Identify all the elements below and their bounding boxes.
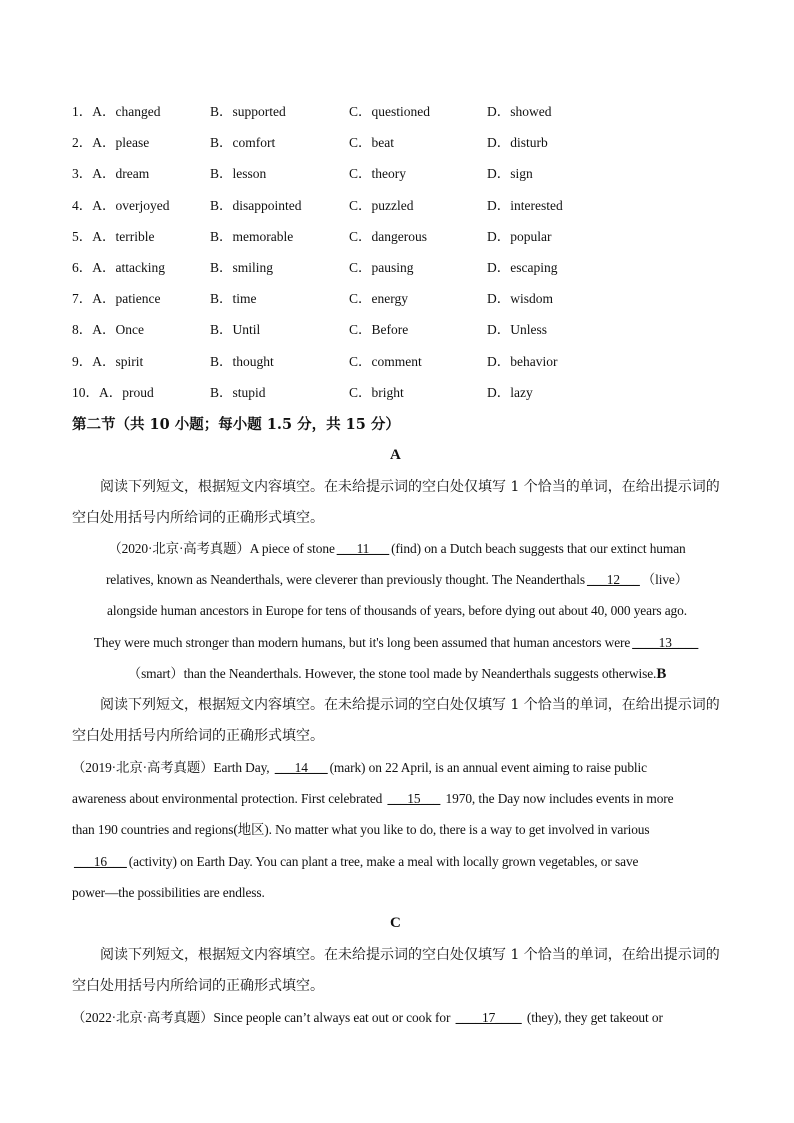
option-c (349, 131, 394, 155)
option-b (210, 287, 257, 311)
option-a (72, 100, 160, 124)
option-text: C．theory (349, 166, 406, 182)
option-row (72, 131, 732, 162)
option-text: C．comment (349, 353, 422, 369)
option-d (487, 350, 557, 374)
option-text: D．lazy (487, 384, 533, 400)
option-text: A．spirit (92, 353, 144, 369)
question-number: 9． (72, 353, 93, 369)
question-number: 3． (72, 166, 93, 182)
option-d (487, 162, 533, 186)
instruction-line-2: 空白处用括号内所给词的正确形式填空。 (72, 510, 324, 526)
option-c (349, 100, 430, 124)
option-d (487, 131, 548, 155)
option-b (210, 225, 293, 249)
option-row (72, 256, 732, 287)
blank-14[interactable]: ___14___ (274, 760, 328, 775)
blank-17[interactable]: ____17____ (455, 1010, 522, 1025)
option-text: B．supported (210, 104, 286, 119)
option-text: B．stupid (210, 384, 266, 400)
instruction-line-1: 阅读下列短文，根据短文内容填空。在未给提示词的空白处仅填写 1 个恰当的单词，在给出提示词的 (100, 947, 720, 963)
option-c (349, 194, 413, 218)
option-a (72, 318, 144, 342)
blank-12[interactable]: ___12___ (587, 572, 640, 588)
option-text: D．escaping (487, 259, 558, 275)
option-b (210, 381, 266, 405)
option-text: B．time (210, 291, 257, 307)
option-d (487, 256, 557, 280)
option-text: A．dream (92, 166, 150, 182)
question-number: 10． (72, 384, 99, 400)
option-row (72, 350, 732, 381)
option-text: D．sign (487, 166, 533, 182)
option-text: B．Until (210, 322, 261, 338)
option-a (72, 194, 169, 218)
option-c (349, 287, 408, 311)
option-row (72, 100, 732, 131)
option-row (72, 162, 732, 193)
part-b-passage (72, 752, 722, 908)
part-b-instructions (72, 690, 722, 752)
option-text: C．bright (349, 384, 404, 400)
option-text: D．Unless (487, 322, 547, 338)
option-text: B．smiling (210, 259, 274, 275)
option-d (487, 225, 552, 249)
passage-line: （smart）than the Neanderthals. However, the stone tool made by Neanderthals suggests otherwise.B (127, 665, 667, 682)
question-number: 8． (72, 322, 93, 338)
option-text: D．popular (487, 228, 552, 244)
option-row (72, 287, 732, 318)
option-text: C．beat (349, 135, 394, 151)
option-a (72, 162, 149, 186)
question-number: 5． (72, 228, 93, 244)
option-text: A．please (92, 135, 150, 151)
option-c (349, 381, 404, 405)
question-number: 6． (72, 259, 93, 275)
part-b-letter: B (656, 665, 667, 682)
option-text: D．wisdom (487, 291, 554, 307)
option-text: A．Once (92, 322, 144, 338)
question-number: 1． (72, 104, 93, 119)
option-text: A．changed (92, 104, 161, 119)
option-text: A．attacking (92, 259, 165, 275)
passage-line: （2020·北京·高考真题）A piece of stone ___11___ (find) on a Dutch beach suggests that our extinct human (108, 541, 686, 556)
option-a (72, 225, 154, 249)
option-row (72, 318, 732, 349)
option-c (349, 350, 422, 374)
option-b (210, 350, 274, 374)
option-row (72, 381, 732, 412)
question-number: 4． (72, 197, 93, 213)
blank-16[interactable]: ___16___ (74, 853, 127, 869)
passage-line: power—the possibilities are endless. (72, 884, 265, 900)
part-a-instructions (72, 472, 722, 534)
passage-line: awareness about environmental protection. First celebrated ___15___ 1970, the Day now includes events in more (72, 791, 674, 807)
instruction-line-2: 空白处用括号内所给词的正确形式填空。 (72, 728, 324, 744)
option-c (349, 225, 427, 249)
option-a (72, 131, 149, 155)
option-b (210, 131, 275, 155)
part-a-letter: A (390, 447, 401, 463)
option-b (210, 194, 302, 218)
option-d (487, 194, 563, 218)
option-text: B．disappointed (210, 197, 302, 213)
option-text: A．patience (92, 291, 161, 307)
option-text: D．disturb (487, 135, 548, 151)
passage-line: alongside human ancestors in Europe for tens of thousands of years, before dying out about 40, 000 years ago. (106, 603, 687, 619)
option-d (487, 287, 553, 311)
section-heading: 第二节（共 10 小题；每小题 1.5 分，共 15 分） (72, 416, 400, 433)
instruction-line-1: 阅读下列短文，根据短文内容填空。在未给提示词的空白处仅填写 1 个恰当的单词，在给出提示词的 (100, 479, 720, 495)
option-a (72, 350, 143, 374)
option-b (210, 318, 260, 342)
passage-line: （2019·北京·高考真题）Earth Day, ___14___ (mark) on 22 April, is an annual event aiming to raise public (72, 760, 648, 775)
part-c-passage (72, 1002, 722, 1033)
passage-line: ___16___ (activity) on Earth Day. You can plant a tree, make a meal with locally grown vegetables, or save (74, 853, 639, 869)
part-c-instructions (72, 940, 722, 1002)
option-text: D．behavior (487, 353, 558, 369)
option-text: B．memorable (210, 228, 294, 244)
option-text: B．comfort (210, 135, 276, 151)
option-d (487, 318, 547, 342)
question-number: 7． (72, 291, 93, 307)
option-list (72, 100, 732, 412)
option-c (349, 162, 406, 186)
option-row (72, 225, 732, 256)
blank-13[interactable]: ____13____ (632, 634, 699, 650)
instruction-line-2: 空白处用括号内所给词的正确形式填空。 (72, 978, 324, 994)
option-b (210, 100, 286, 124)
question-number: 2． (72, 135, 93, 151)
option-row (72, 194, 732, 225)
option-d (487, 381, 533, 405)
option-text: C．puzzled (349, 197, 414, 213)
option-text: A．proud (99, 384, 154, 400)
option-text: C．energy (349, 291, 408, 307)
part-c-letter: C (390, 915, 401, 931)
option-c (349, 318, 408, 342)
part-a-passage (60, 533, 734, 690)
passage-line: They were much stronger than modern humans, but it's long been assumed that human ancestors were ____13____ (93, 634, 699, 650)
option-a (72, 256, 165, 280)
option-a (72, 287, 160, 311)
option-c (349, 256, 414, 280)
option-text: C．dangerous (349, 228, 427, 244)
option-text: D．showed (487, 104, 552, 119)
option-text: C．Before (349, 322, 409, 338)
option-b (210, 162, 266, 186)
instruction-line-1: 阅读下列短文，根据短文内容填空。在未给提示词的空白处仅填写 1 个恰当的单词，在给出提示词的 (100, 697, 720, 713)
option-text: C．questioned (349, 104, 430, 119)
option-text: A．overjoyed (92, 197, 170, 213)
blank-11[interactable]: ___11___ (336, 541, 390, 556)
option-text: D．interested (487, 197, 563, 213)
blank-15[interactable]: ___15___ (387, 791, 441, 807)
passage-line: than 190 countries and regions(地区). No matter what you like to do, there is a way to get involved in various (72, 822, 650, 838)
option-text: C．pausing (349, 259, 414, 275)
passage-line: relatives, known as Neanderthals, were cleverer than previously thought. The Neanderthals ___12___ （live） (105, 572, 689, 588)
option-text: A．terrible (92, 228, 155, 244)
option-b (210, 256, 273, 280)
option-a (72, 381, 154, 405)
option-text: B．lesson (210, 166, 267, 182)
passage-line: （2022·北京·高考真题）Since people can’t always eat out or cook for ____17____ (they), they get takeout or (72, 1010, 663, 1025)
option-d (487, 100, 552, 124)
option-text: B．thought (210, 353, 274, 369)
